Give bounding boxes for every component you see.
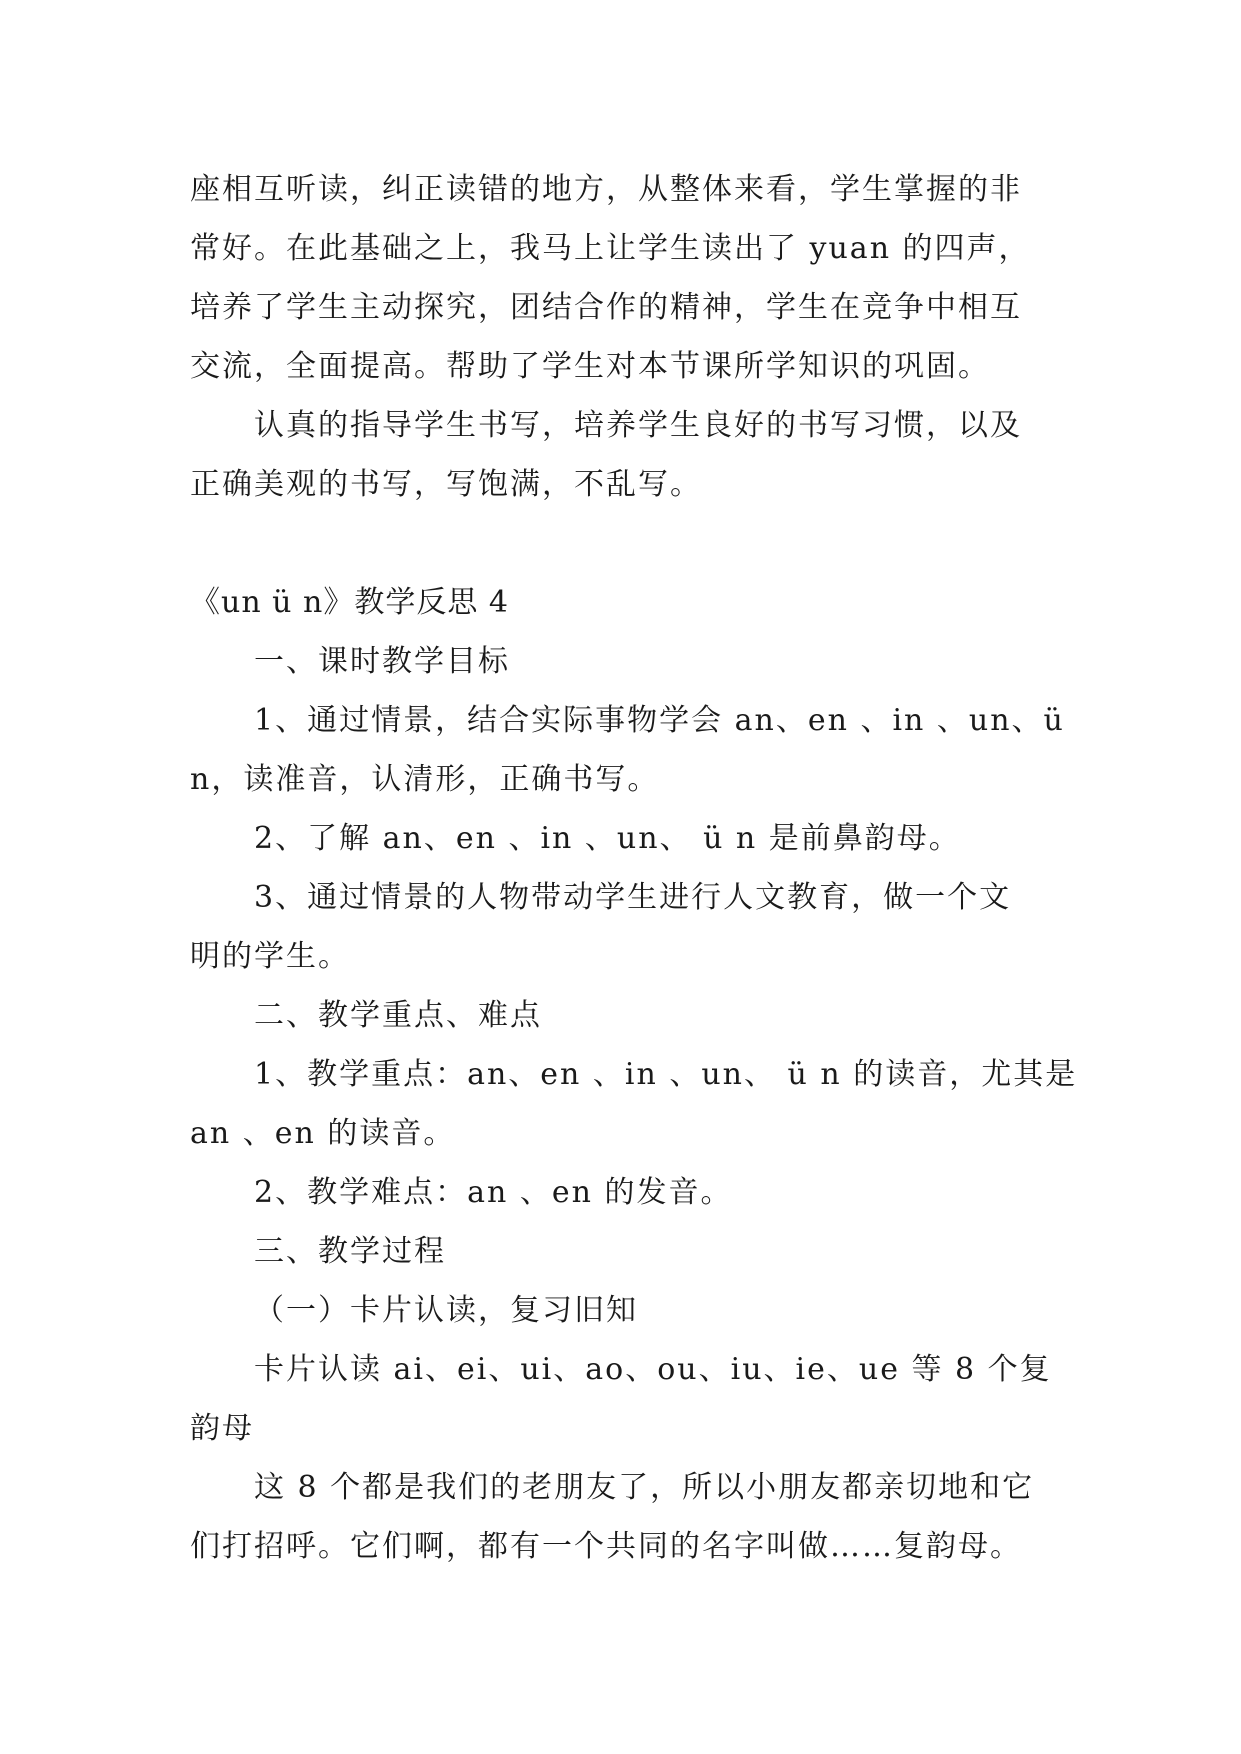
- paragraph-line: 韵母: [190, 1411, 254, 1446]
- paragraph-line: 明的学生。: [190, 939, 350, 974]
- paragraph-line: 2、了解 an、en 、in 、un、 ü n 是前鼻韵母。: [254, 821, 961, 856]
- paragraph-line: 2、教学难点：an 、en 的发音。: [254, 1175, 733, 1210]
- section-heading: 一、课时教学目标: [254, 644, 510, 679]
- paragraph-line: an 、en 的读音。: [190, 1116, 456, 1151]
- paragraph-line: 常好。在此基础之上，我马上让学生读出了 yuan 的四声，: [190, 231, 1031, 266]
- paragraph-line: n，读准音，认清形，正确书写。: [190, 762, 660, 797]
- section-heading: 三、教学过程: [254, 1234, 446, 1269]
- paragraph-line: 座相互听读，纠正读错的地方，从整体来看，学生掌握的非: [190, 172, 1022, 207]
- paragraph-line: 认真的指导学生书写，培养学生良好的书写习惯，以及: [254, 408, 1022, 443]
- section-gap: [190, 514, 1070, 573]
- paragraph-line: 交流，全面提高。帮助了学生对本节课所学知识的巩固。: [190, 349, 990, 384]
- paragraph-line: 3、通过情景的人物带动学生进行人文教育，做一个文: [254, 880, 1012, 915]
- paragraph-line: 们打招呼。它们啊，都有一个共同的名字叫做……复韵母。: [190, 1529, 1022, 1564]
- subsection-heading: （一）卡片认读，复习旧知: [254, 1293, 638, 1328]
- section-title: 《un ü n》教学反思 4: [190, 585, 509, 620]
- paragraph-line: 培养了学生主动探究，团结合作的精神，学生在竞争中相互: [190, 290, 1022, 325]
- document-body: [190, 160, 1078, 1576]
- paragraph-line: 这 8 个都是我们的老朋友了，所以小朋友都亲切地和它: [254, 1470, 1035, 1505]
- paragraph-line: 正确美观的书写，写饱满，不乱写。: [190, 467, 702, 502]
- section-heading: 二、教学重点、难点: [254, 998, 542, 1033]
- paragraph-line: 1、教学重点：an、en 、in 、un、 ü n 的读音，尤其是: [254, 1057, 1078, 1092]
- paragraph-line: 1、通过情景，结合实际事物学会 an、en 、in 、un、ü: [254, 703, 1065, 738]
- paragraph-line: 卡片认读 ai、ei、ui、ao、ou、iu、ie、ue 等 8 个复: [254, 1352, 1052, 1387]
